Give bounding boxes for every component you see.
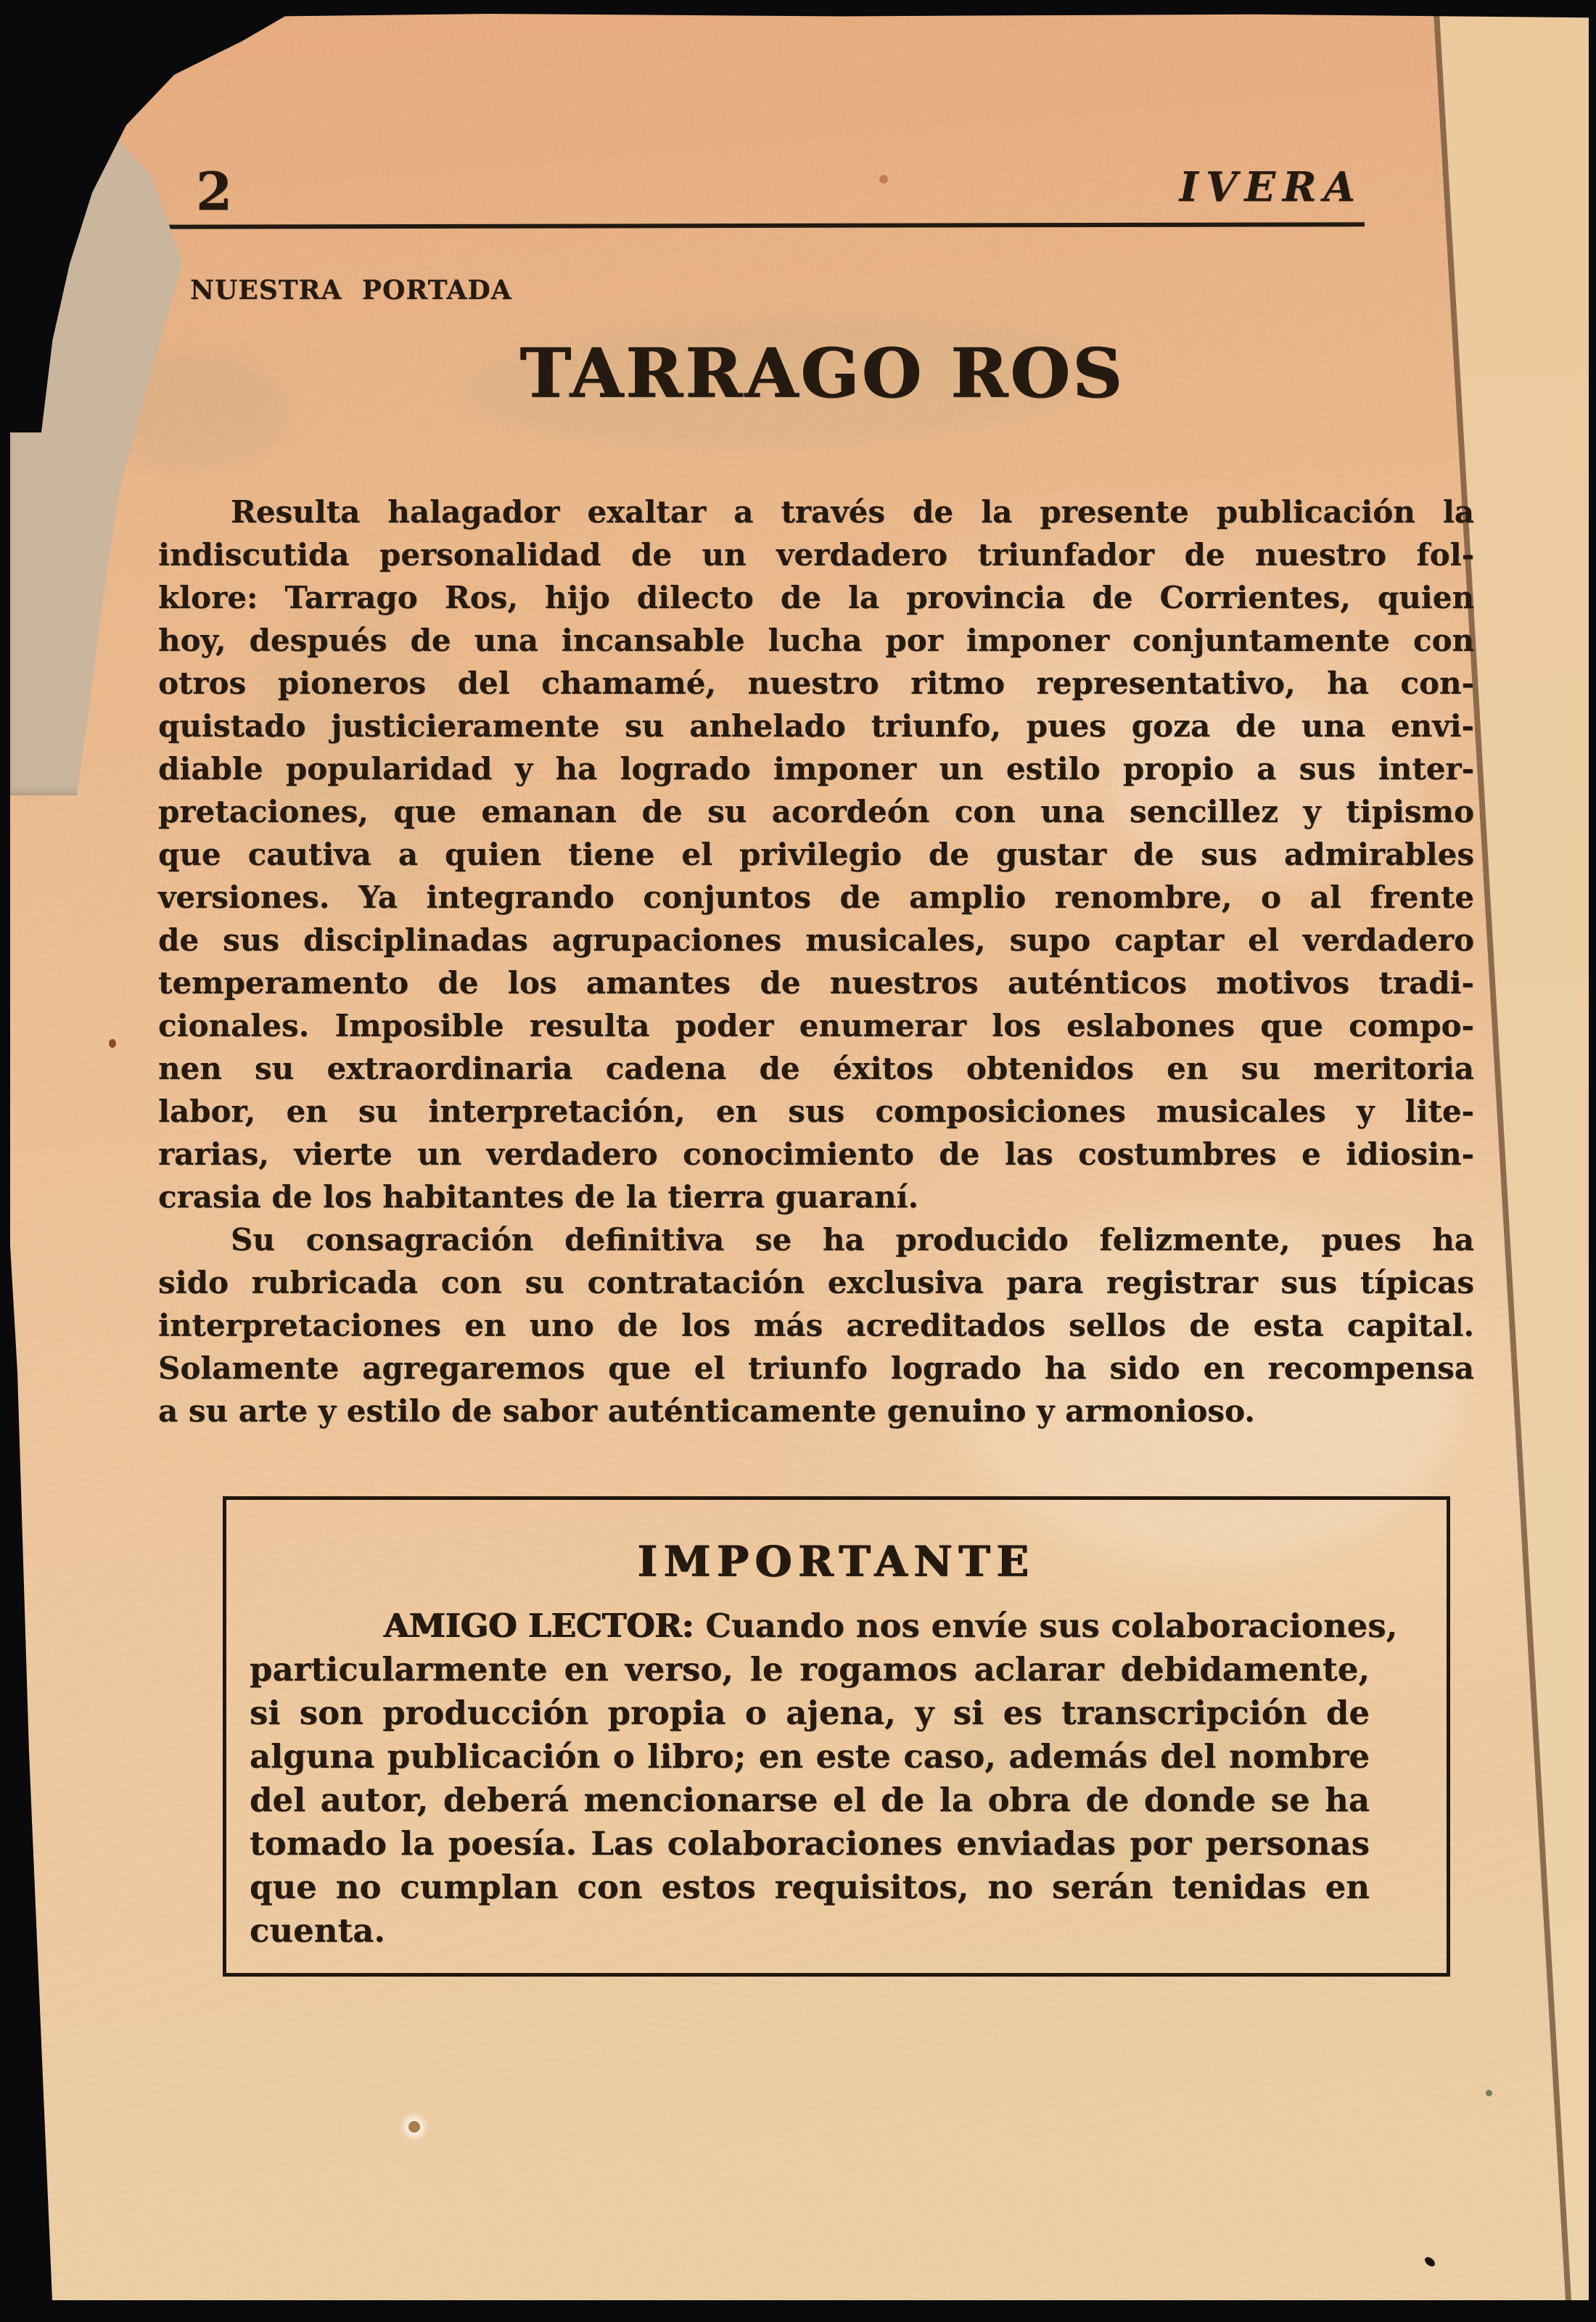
article-paragraph-1 bbox=[158, 491, 1474, 1218]
article-text-line: hoy, después de una incansable lucha por imponer conjuntamente con bbox=[158, 623, 1474, 658]
article-text-line: que cautiva a quien tiene el privilegio de gustar de sus admirables bbox=[158, 837, 1474, 872]
page-number: 2 bbox=[196, 160, 233, 222]
paper-speck bbox=[1423, 2255, 1437, 2268]
section-kicker: NUESTRA PORTADA bbox=[190, 275, 512, 305]
article-text-line: pretaciones, que emanan de su acordeón con una sencillez y tipismo bbox=[158, 794, 1474, 829]
paper-speck bbox=[408, 2121, 420, 2133]
article-title: TARRAGO ROS bbox=[520, 334, 1125, 414]
paper-speck bbox=[1486, 2090, 1492, 2096]
article-text-line: Su consagración definitiva se ha producido felizmente, pues ha bbox=[231, 1222, 1474, 1258]
notice-lead-text: Cuando nos envíe sus colaboraciones, bbox=[694, 1607, 1398, 1645]
notice-lead-label: AMIGO LECTOR: bbox=[384, 1607, 694, 1645]
article-text-line: cionales. Imposible resulta poder enumerar los eslabones que compo- bbox=[158, 1008, 1474, 1043]
article-text-line: rarias, vierte un verdadero conocimiento de las costumbres e idiosin- bbox=[158, 1136, 1474, 1172]
important-notice-box bbox=[223, 1496, 1450, 1977]
article-text-line: sido rubricada con su contratación exclusiva para registrar sus típicas bbox=[158, 1265, 1474, 1300]
notice-lines-list bbox=[250, 1648, 1370, 1953]
article-text-line: labor, en su interpretación, en sus composiciones musicales y lite- bbox=[158, 1094, 1474, 1129]
article-text-line: de sus disciplinadas agrupaciones musicales, supo captar el verdadero bbox=[158, 922, 1474, 958]
notice-text-line: cuenta. bbox=[250, 1911, 386, 1950]
article-text-line: Solamente agregaremos que el triunfo logrado ha sido en recompensa bbox=[158, 1350, 1474, 1386]
notice-text-line: que no cumplan con estos requisitos, no serán tenidas en bbox=[250, 1868, 1370, 1906]
article-body bbox=[158, 491, 1474, 1432]
article-text-line: interpretaciones en uno de los más acreditados sellos de esta capital. bbox=[158, 1308, 1474, 1343]
article-text-line: versiones. Ya integrando conjuntos de amplio renombre, o al frente bbox=[158, 879, 1474, 915]
article-text-line: indiscutida personalidad de un verdadero triunfador de nuestro fol- bbox=[158, 537, 1474, 573]
notice-text-line: del autor, deberá mencionarse el de la obra de donde se ha bbox=[250, 1781, 1370, 1819]
article-text-line: Resulta halagador exaltar a través de la presente publicación la bbox=[231, 494, 1474, 530]
scan-left-edge bbox=[10, 1245, 61, 2300]
article-text-line: diable popularidad y ha logrado imponer un estilo propio a sus inter- bbox=[158, 751, 1474, 787]
notice-text-line: si son producción propia o ajena, y si es transcripción de bbox=[250, 1694, 1370, 1732]
paper-speck bbox=[109, 1039, 116, 1048]
notice-text-line: tomado la poesía. Las colaboraciones enviadas por personas bbox=[250, 1824, 1370, 1863]
header-rule bbox=[144, 222, 1365, 229]
paper-speck bbox=[879, 175, 888, 184]
magazine-page-scan bbox=[10, 12, 1589, 2300]
article-text-line: temperamento de los amantes de nuestros auténticos motivos tradi- bbox=[158, 965, 1474, 1001]
article-text-line: crasia de los habitantes de la tierra guaraní. bbox=[158, 1179, 919, 1215]
article-paragraph-2 bbox=[158, 1218, 1474, 1432]
notice-body bbox=[226, 1604, 1447, 1953]
notice-lead-line bbox=[250, 1604, 1398, 1648]
notice-text-line: alguna publicación o libro; en este caso, además del nombre bbox=[250, 1737, 1370, 1776]
running-header: IVERA bbox=[1179, 163, 1362, 211]
article-text-line: nen su extraordinaria cadena de éxitos obtenidos en su meritoria bbox=[158, 1051, 1474, 1086]
article-text-line: quistado justicieramente su anhelado triunfo, pues goza de una envi- bbox=[158, 708, 1474, 744]
article-text-line: otros pioneros del chamamé, nuestro ritmo representativo, ha con- bbox=[158, 665, 1474, 701]
article-text-line: klore: Tarrago Ros, hijo dilecto de la provincia de Corrientes, quien bbox=[158, 580, 1474, 615]
article-text-line: a su arte y estilo de sabor auténticamente genuino y armonioso. bbox=[158, 1393, 1255, 1429]
notice-text-line: particularmente en verso, le rogamos aclarar debidamente, bbox=[250, 1650, 1370, 1689]
notice-heading: IMPORTANTE bbox=[637, 1537, 1036, 1586]
